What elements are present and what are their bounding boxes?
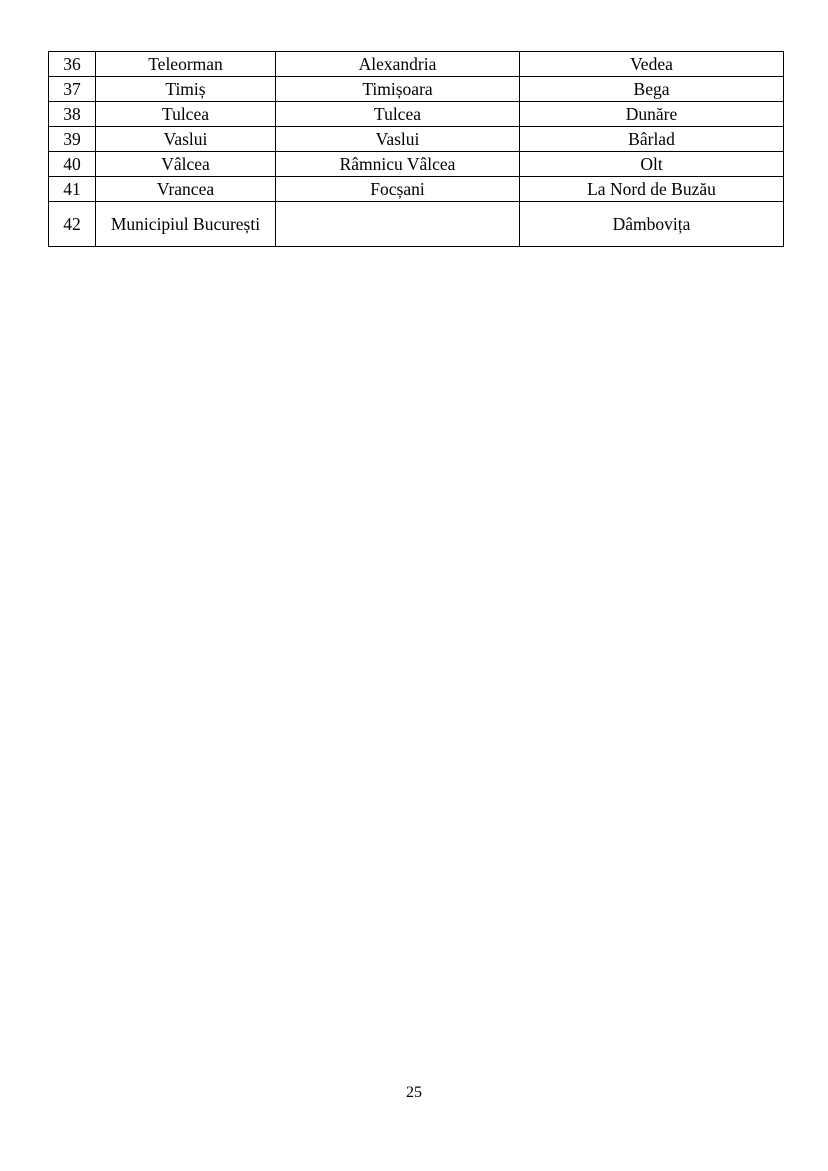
city-cell: Tulcea: [276, 102, 520, 127]
city-cell: Râmnicu Vâlcea: [276, 152, 520, 177]
river-cell: Olt: [520, 152, 784, 177]
table-row: [49, 177, 784, 202]
row-number-cell: 39: [49, 127, 96, 152]
city-cell: [276, 202, 520, 247]
table-row: [49, 127, 784, 152]
row-number-cell: 42: [49, 202, 96, 247]
county-cell: Timiș: [96, 77, 276, 102]
county-cell: Vâlcea: [96, 152, 276, 177]
river-cell: La Nord de Buzău: [520, 177, 784, 202]
river-cell: Bega: [520, 77, 784, 102]
river-cell: Vedea: [520, 52, 784, 77]
row-number-cell: 36: [49, 52, 96, 77]
county-cell: Vaslui: [96, 127, 276, 152]
rivers-table: [48, 51, 784, 247]
row-number-cell: 38: [49, 102, 96, 127]
row-number-cell: 40: [49, 152, 96, 177]
city-cell: Alexandria: [276, 52, 520, 77]
county-cell: Tulcea: [96, 102, 276, 127]
county-cell: Municipiul București: [96, 202, 276, 247]
city-cell: Timișoara: [276, 77, 520, 102]
county-cell: Teleorman: [96, 52, 276, 77]
county-cell: Vrancea: [96, 177, 276, 202]
row-number-cell: 37: [49, 77, 96, 102]
table-row: [49, 52, 784, 77]
page-number: 25: [406, 1084, 422, 1101]
row-number-cell: 41: [49, 177, 96, 202]
river-cell: Bârlad: [520, 127, 784, 152]
table-row: [49, 77, 784, 102]
table-row: [49, 152, 784, 177]
river-cell: Dâmbovița: [520, 202, 784, 247]
city-cell: Focșani: [276, 177, 520, 202]
river-cell: Dunăre: [520, 102, 784, 127]
table-row: [49, 202, 784, 247]
table-row: [49, 102, 784, 127]
city-cell: Vaslui: [276, 127, 520, 152]
